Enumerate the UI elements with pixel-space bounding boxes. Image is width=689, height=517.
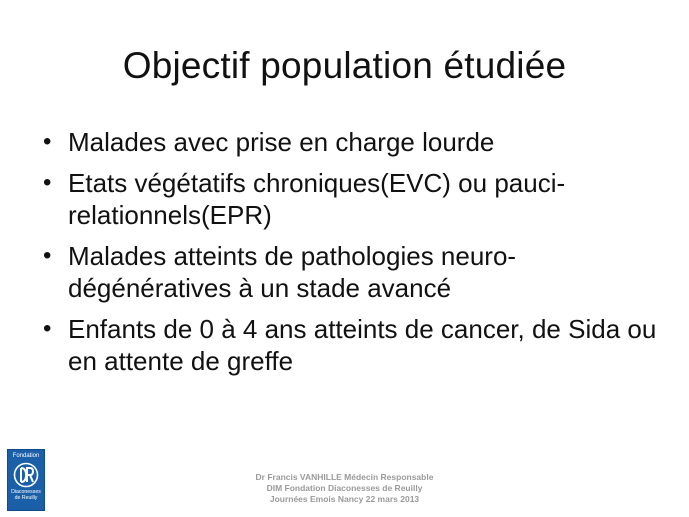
slide-footer <box>180 472 509 505</box>
logo-bottom-text-1: Diaconesses <box>11 489 41 495</box>
fondation-emblem-icon <box>13 462 39 488</box>
footer-event: Journées Emois Nancy 22 mars 2013 <box>269 494 420 504</box>
bullet-text: Etats végétatifs chroniques(EVC) ou pauci-relationnels(EPR) <box>68 168 566 230</box>
footer-author: Dr Francis VANHILLE Médecin Responsable <box>255 472 434 482</box>
slide-title: Objectif population étudiée <box>122 45 567 86</box>
bullet-dot-icon: • <box>43 128 52 155</box>
bullet-item <box>40 240 660 304</box>
bullet-text: Malades avec prise en charge lourde <box>68 127 495 157</box>
bullet-item <box>40 313 660 377</box>
bullet-dot-icon: • <box>43 242 52 269</box>
bullet-dot-icon: • <box>43 315 52 342</box>
bullet-item <box>40 126 660 158</box>
logo-bottom-text-2: de Reuilly <box>14 495 38 501</box>
bullet-item <box>40 167 660 231</box>
fondation-logo <box>7 449 45 511</box>
bullet-text: Malades atteints de pathologies neuro-dégénératives à un stade avancé <box>68 241 517 303</box>
bullet-text: Enfants de 0 à 4 ans atteints de cancer, de Sida ou en attente de greffe <box>68 314 657 376</box>
footer-organization: DIM Fondation Diaconesses de Reuilly <box>266 483 423 493</box>
bullet-list <box>40 126 660 386</box>
bullet-dot-icon: • <box>43 169 52 196</box>
logo-top-text: Fondation <box>12 453 40 459</box>
